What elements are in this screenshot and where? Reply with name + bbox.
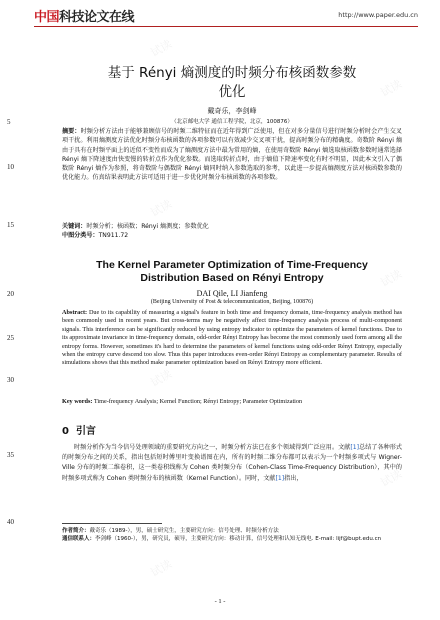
- abstract-chinese-text: 时频分析方法由于能够兼顾信号的时频二维特征而在近年得到广泛使用，但在对多分量信号进行时频分析时会产生交叉项干扰。利用熵测度方法优化时频分布核函数的各项参数可以有效减少交叉项干扰，提高时频分布的精确度。奇数阶 Rényi 熵由于具有在时频平面上的近似不变性而成为了熵测度方法中最为常用的熵，在使用奇数阶 Rényi 熵选取核函数参数时通常选择 Rényi 熵下降速度由快变慢的转折点作为优化参数。而选取转折点时，由于熵值下降速率变化有时不明显，因此本文引入了偶数阶 Rényi 熵作为参照，将奇数阶与偶数阶 Rényi 熵同时纳入参数选取的参考，以此进一步提高熵测度方法对核函数参数的优化能力。仿真结果表明此方法可适用于进一步优化时频分布核函数的各项参数。: [62, 128, 403, 182]
- line-number: 20: [7, 290, 14, 298]
- site-logo: [34, 6, 134, 25]
- keywords-chinese: 时频分析；核函数；Rényi 熵测度；参数优化: [86, 223, 209, 230]
- title-chinese: [62, 64, 405, 102]
- reference-link[interactable]: [1]: [275, 474, 285, 482]
- line-number: 25: [7, 334, 14, 342]
- section-number: 0: [62, 426, 69, 437]
- logo-part-dark: 科技论文在线: [59, 10, 135, 25]
- footnotes: [62, 527, 402, 544]
- keywords-english-block: [62, 398, 402, 406]
- title-english-line1: The Kernel Parameter Optimization of Time-Frequency: [96, 259, 368, 271]
- authors-english: DAI Qile, LI Jianfeng: [196, 289, 268, 298]
- watermark: 试读: [378, 467, 405, 490]
- footnote-divider: [62, 523, 162, 524]
- watermark: 试读: [378, 267, 405, 290]
- keywords-chinese-block: [62, 222, 402, 240]
- line-number: 5: [7, 118, 11, 126]
- watermark: 试读: [148, 197, 175, 220]
- footnote-label: 通信联系人：: [62, 536, 96, 543]
- keywords-english-label: Key words:: [62, 398, 93, 405]
- header-url[interactable]: http://www.paper.edu.cn: [338, 11, 418, 19]
- affiliation-chinese: （北京邮电大学 通信工程学院，北京，100876）: [171, 119, 293, 125]
- introduction-paragraph: [62, 443, 402, 484]
- watermark: 试读: [148, 557, 175, 580]
- clc-value: TN911.72: [98, 232, 129, 239]
- affiliation-english: (Beijing University of Post & telecommunication, Beijing, 100876): [150, 299, 314, 305]
- intro-text: 指出，: [284, 474, 303, 482]
- line-number: 30: [7, 376, 14, 384]
- watermark: 试读: [378, 77, 405, 100]
- page-header: [34, 4, 418, 27]
- title-chinese-line1: 基于 Rényi 熵测度的时频分布核函数参数: [107, 65, 357, 81]
- clc-label: 中图分类号：: [62, 232, 99, 239]
- page-number: - 1 -: [214, 598, 226, 605]
- section-heading: [62, 422, 96, 437]
- section-title: 引言: [75, 426, 96, 437]
- watermark: 试读: [148, 37, 175, 60]
- logo-part-red: 中国: [34, 10, 60, 25]
- watermark: 试读: [148, 367, 175, 390]
- title-english-line2: Distribution Based on Rényi Entropy: [140, 272, 324, 284]
- footnote-text: 李剑峰（1960-），男，研究员，硕导，主要研究方向：移动计算，信号处理和认知无线电. E-mail: lijf@bupt.edu.cn: [95, 536, 382, 543]
- abstract-chinese: [62, 127, 402, 183]
- authors-chinese: 戴奇乐，李剑峰: [207, 107, 257, 115]
- intro-text: 时频分析作为当今信号处理领域的重要研究方向之一，时频分析方法已在多个领域得到广泛应用。文献: [74, 444, 351, 451]
- abstract-english-label: Abstract:: [62, 309, 88, 316]
- intro-text: 总结了各种形式的时频分布之间的关系，指出包括短时傅里叶变换谱图在内，所有的时频二维分布都可以表示为一个时频多项式与 Wigner-Ville 分布的时频二维卷积，这一类卷积线称为 Cohen 类时频分布（Cohen-Class Time-Frequency Distribution），其中的时频多项式称为 Cohen 类时频分布的核函数（Kernel Function）。同时，文献: [62, 444, 402, 482]
- footnote-label: 作者简介：: [62, 528, 90, 534]
- reference-link[interactable]: [1]: [350, 444, 360, 451]
- line-number: 10: [7, 163, 14, 171]
- line-number: 35: [7, 451, 14, 459]
- abstract-chinese-label: 摘要：: [62, 128, 81, 135]
- title-english: [62, 259, 402, 285]
- keywords-chinese-label: 关键词：: [62, 223, 87, 230]
- keywords-english: Time-frequency Analysis; Kernel Function; Rényi Entropy; Parameter Optimization: [93, 398, 303, 405]
- title-chinese-line2: 优化: [218, 84, 246, 100]
- line-number: 40: [7, 518, 14, 526]
- line-number: 15: [7, 221, 14, 229]
- abstract-english-text: Due to its capability of measuring a signal's feature in both time and frequency domain, time-frequency analysis method has been commonly used in recent years. But cross-terms may be negatively affect time-frequency analysis process of multi-component signals. This interference can be significantly reduced by using entropy indicator to optimize the parameters of kernel functions. Due to its approximate invariance in time-frequency domain, odd-order Rényi Entropy has become the most commonly used form among all the entropy forms. However, sometimes it's hard to determine the parameters of kernel functions using odd-order Rényi Entropy, especially when the entropy curve descend too slow. Thus this paper introduces even-order Rényi Entropy as complementary parameter. Results of simulations shows that this method make parameter optimization based on Rényi Entropy more efficient.: [62, 309, 402, 367]
- abstract-english: [62, 309, 402, 368]
- footnote-text: 戴奇乐（1989-），男，硕士研究生，主要研究方向：信号处理、时频分析方法: [89, 528, 279, 534]
